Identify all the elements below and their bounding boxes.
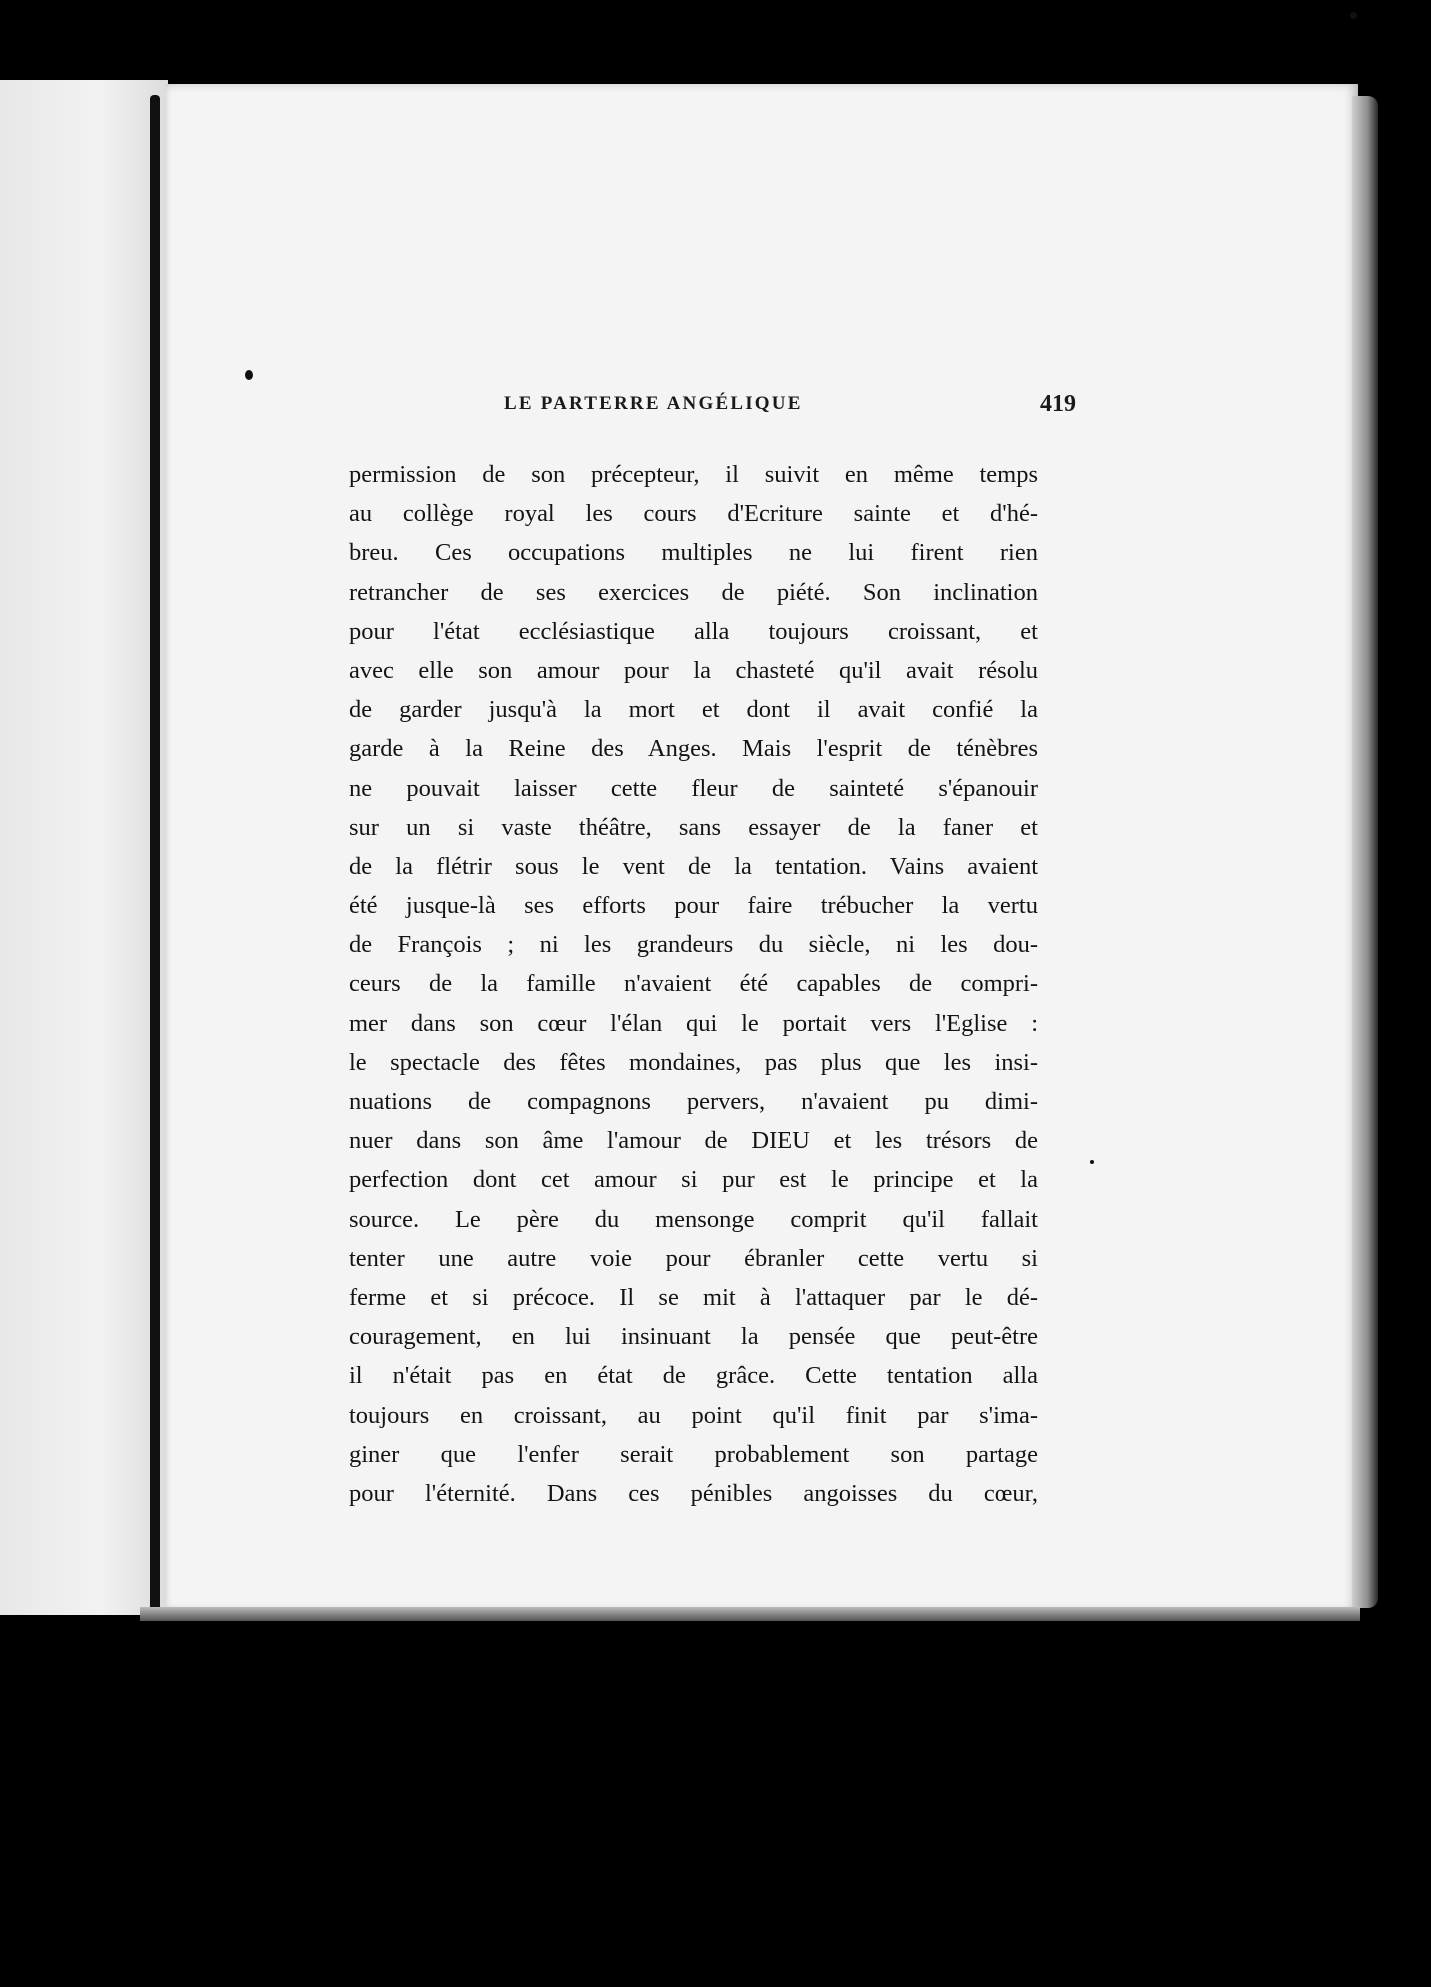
dust-speck — [1350, 12, 1357, 19]
body-text — [349, 455, 1038, 1513]
text-line: couragement, en lui insinuant la pensée que peut-être — [349, 1323, 1038, 1351]
binding-gutter — [150, 95, 160, 1615]
page-edge-shadow — [1352, 96, 1378, 1608]
text-line: ne pouvait laisser cette fleur de sainteté s'épanouir — [349, 774, 1038, 802]
text-line: avec elle son amour pour la chasteté qu'il avait résolu — [349, 656, 1038, 684]
text-line: ferme et si précoce. Il se mit à l'attaquer par le dé- — [349, 1283, 1038, 1311]
text-line: ceurs de la famille n'avaient été capables de compri- — [349, 970, 1038, 998]
text-line: pour l'état ecclésiastique alla toujours croissant, et — [349, 617, 1038, 645]
text-line: mer dans son cœur l'élan qui le portait vers l'Eglise : — [349, 1009, 1038, 1037]
text-line: au collège royal les cours d'Ecriture sainte et d'hé- — [349, 500, 1038, 528]
running-title: LE PARTERRE ANGÉLIQUE — [504, 393, 803, 414]
text-line: sur un si vaste théâtre, sans essayer de la faner et — [349, 813, 1038, 841]
dust-speck — [1090, 1160, 1094, 1164]
text-line: nuer dans son âme l'amour de DIEU et les trésors de — [349, 1127, 1038, 1155]
text-line: de la flétrir sous le vent de la tentation. Vains avaient — [349, 852, 1038, 880]
text-line: perfection dont cet amour si pur est le principe et la — [349, 1166, 1038, 1194]
text-line: il n'était pas en état de grâce. Cette tentation alla — [349, 1362, 1038, 1390]
text-line: été jusque-là ses efforts pour faire trébucher la vertu — [349, 892, 1038, 920]
text-line: le spectacle des fêtes mondaines, pas plus que les insi- — [349, 1048, 1038, 1076]
page-number: 419 — [1040, 391, 1076, 417]
text-line: giner que l'enfer serait probablement son partage — [349, 1440, 1038, 1468]
dust-speck — [245, 370, 253, 380]
text-line: tenter une autre voie pour ébranler cette vertu si — [349, 1244, 1038, 1272]
text-line: garde à la Reine des Anges. Mais l'esprit de ténèbres — [349, 735, 1038, 763]
text-line: de garder jusqu'à la mort et dont il avait confié la — [349, 696, 1038, 724]
text-line: pour l'éternité. Dans ces pénibles angoisses du cœur, — [349, 1479, 1038, 1507]
text-line: de François ; ni les grandeurs du siècle, ni les dou- — [349, 931, 1038, 959]
text-line: retrancher de ses exercices de piété. Son inclination — [349, 578, 1038, 606]
text-line: source. Le père du mensonge comprit qu'il fallait — [349, 1205, 1038, 1233]
text-line: permission de son précepteur, il suivit en même temps — [349, 461, 1038, 488]
text-line: breu. Ces occupations multiples ne lui firent rien — [349, 539, 1038, 567]
text-line: toujours en croissant, au point qu'il finit par s'ima- — [349, 1401, 1038, 1429]
facing-page-edge — [0, 80, 168, 1615]
page-header — [346, 393, 1076, 425]
text-line: nuations de compagnons pervers, n'avaient pu dimi- — [349, 1088, 1038, 1115]
page-bottom-edge — [140, 1607, 1360, 1621]
